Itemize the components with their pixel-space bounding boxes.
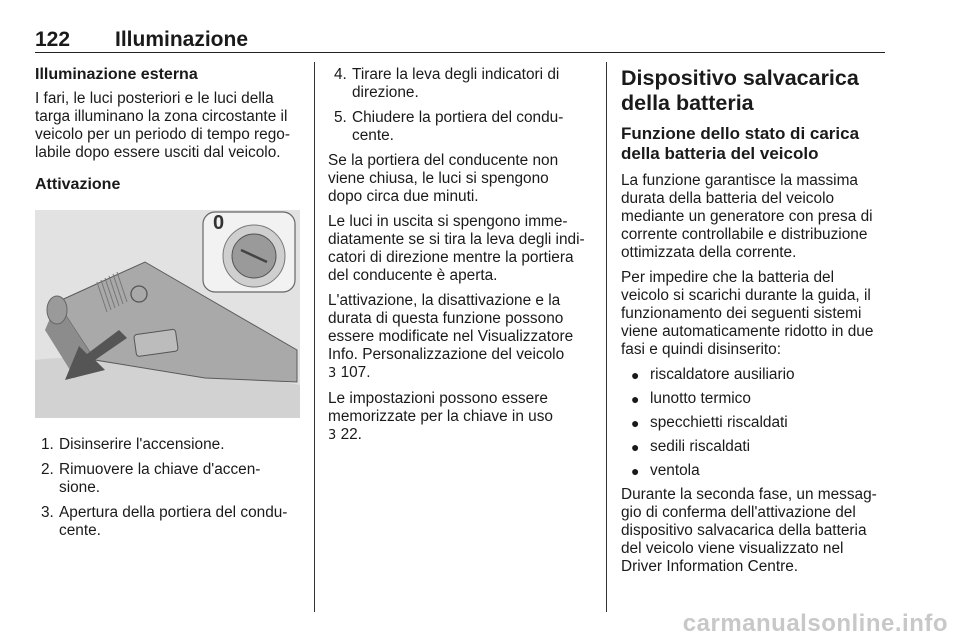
list-item: ● ventola: [631, 462, 700, 479]
paragraph-function: La funzione garantisce la massima durata della batteria del veicolo mediante un generatore con presa di corrente controllabile e distribuzione ottimizzata della corrente.: [621, 172, 873, 261]
column-1: [35, 66, 300, 547]
list-item: 1. Disinserire l'accensione.: [41, 436, 225, 453]
systems-list: [621, 366, 886, 480]
watermark: carmanualsonline.info: [682, 610, 948, 637]
paragraph-confirmation: Durante la seconda fase, un messag-gio di conferma dell'attivazione del dispositivo salvacarica della batteria del veicolo viene visualizzato nel Driver Information Centre.: [621, 486, 877, 575]
lever-illustration: [35, 210, 300, 418]
column-2: [328, 66, 585, 452]
list-item: ● sedili riscaldati: [631, 438, 751, 455]
steps-list-1: [35, 436, 300, 540]
paragraph-lever-pull: Le luci in uscita si spengono imme-diatamente se si tira la leva degli indi-catori di direzione mentre la portiera del conducente è aperta.: [328, 213, 585, 284]
page-ref-link[interactable]: 22.: [340, 426, 362, 443]
list-item: ● specchietti riscaldati: [631, 414, 788, 431]
lever-illustration-svg: [35, 210, 300, 418]
battery-subtitle: Funzione dello stato di carica della batteria del veicolo: [621, 124, 860, 163]
list-item: 2. Rimuovere la chiave d'accen-sione.: [41, 461, 261, 496]
page-title: Illuminazione: [115, 28, 249, 51]
column-3: [621, 66, 886, 583]
list-item: ● lunotto termico: [631, 390, 751, 407]
list-item: 5. Chiudere la portiera del condu-cente.: [334, 109, 564, 144]
column-divider-2: [606, 62, 607, 612]
paragraph-door-open: Se la portiera del conducente non viene chiusa, le luci si spengono dopo circa due minuti.: [328, 152, 559, 205]
list-item: 3. Apertura della portiera del condu-cente.: [41, 504, 288, 539]
page-ref-arrow-icon: 3: [328, 428, 337, 443]
paragraph-prevention: Per impedire che la batteria del veicolo si scarichi durante la guida, il funzionamento dei seguenti sistemi viene automaticamente ridotto in due fasi e quindi disinserito:: [621, 269, 874, 358]
page-ref-link[interactable]: 107.: [340, 364, 371, 381]
list-item: ● riscaldatore ausiliario: [631, 366, 795, 383]
column-divider-1: [314, 62, 315, 612]
steps-list-2: [328, 66, 585, 145]
paragraph-memory: Le impostazioni possono essere memorizzate per la chiave in uso 3 22.: [328, 390, 553, 443]
page-number: 122: [35, 28, 71, 51]
list-item: 4. Tirare la leva degli indicatori di direzione.: [334, 66, 560, 101]
section-title: Illuminazione esterna: [35, 66, 198, 83]
ignition-position-label: 0: [213, 212, 225, 234]
battery-section-title: Dispositivo salvacarica della batteria: [621, 66, 859, 115]
intro-paragraph: I fari, le luci posteriori e le luci della targa illuminano la zona circostante il veicolo per un periodo di tempo rego-labile dopo essere usciti dal veicolo.: [35, 90, 290, 161]
page-header: [35, 28, 885, 53]
page-ref-arrow-icon: 3: [328, 366, 337, 381]
paragraph-settings: L'attivazione, la disattivazione e la durata di questa funzione possono essere modificate nel Visualizzatore Info. Personalizzazione del veicolo 3 107.: [328, 292, 574, 381]
subheading-activation: Attivazione: [35, 176, 121, 193]
